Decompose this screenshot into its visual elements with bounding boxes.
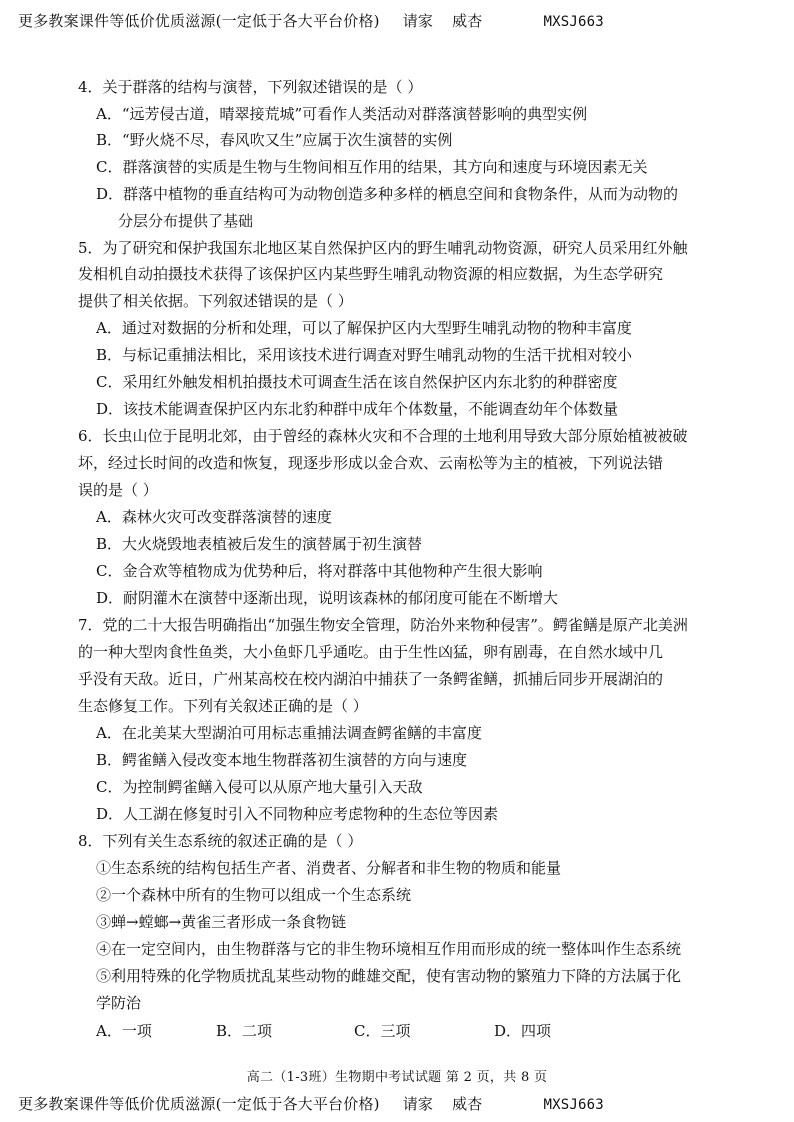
question-8-statement-1: ①生态系统的结构包括生产者、消费者、分解者和非生物的物质和能量 [96, 859, 562, 877]
question-8-option-b: B．二项 [216, 1022, 273, 1040]
question-6-option-b: B．大火烧毁地表植被后发生的演替属于初生演替 [96, 535, 423, 553]
question-8-statement-4: ④在一定空间内，由生物群落与它的非生物环境相互作用而形成的统一整体叫作生态系统 [96, 940, 682, 958]
banner-text: 更多教案课件等低价优质滋源(一定低于各大平台价格) [18, 12, 380, 30]
footer-banner [18, 1093, 604, 1114]
question-5-option-b: B．与标记重捕法相比，采用该技术进行调查对野生哺乳动物的生活干扰相对较小 [96, 346, 633, 364]
question-8-statement-2: ②一个森林中所有的生物可以组成一个生态系统 [96, 886, 412, 904]
question-6-option-c: C．金合欢等植物成为优势种后，将对群落中其他物种产生很大影响 [96, 562, 543, 580]
question-7-stem-2: 的一种大型肉食性鱼类，大小鱼虾几乎通吃。由于生性凶猛，卵有剧毒，在自然水域中几 [78, 643, 664, 661]
question-5-option-c: C．采用红外触发相机拍摄技术可调查生活在该自然保护区内东北豹的种群密度 [96, 373, 618, 391]
question-8-option-c: C．三项 [354, 1022, 411, 1040]
question-8-statement-3: ③蝉→螳螂→黄雀三者形成一条食物链 [96, 913, 347, 931]
banner-text-2: 请家 [402, 12, 434, 30]
question-7-stem-3: 乎没有天敌。近日，广州某高校在校内湖泊中捕获了一条鳄雀鳝，抓捕后同步开展湖泊的 [78, 670, 664, 688]
question-5-stem-2: 发相机自动拍摄技术获得了该保护区内某些野生哺乳动物资源的相应数据，为生态学研究 [78, 265, 664, 283]
question-6-stem-2: 坏，经过长时间的改造和恢复，现逐步形成以金合欢、云南松等为主的植被，下列说法错 [78, 454, 664, 472]
banner-text-3: 威杏 [452, 1095, 483, 1113]
question-4-option-b: B．“野火烧不尽，春风吹又生”应属于次生演替的实例 [96, 131, 453, 149]
question-6-option-d: D．耐阴灌木在演替中逐渐出现，说明该森林的郁闭度可能在不断增大 [96, 589, 559, 607]
question-7-stem-4: 生态修复工作。下列有关叙述正确的是（ ） [78, 697, 368, 715]
question-7-stem-1: 7．党的二十大报告明确指出“加强生物安全管理，防治外来物种侵害”。鳄雀鳝是原产北美洲 [78, 616, 688, 634]
question-5-option-a: A．通过对数据的分析和处理，可以了解保护区内大型野生哺乳动物的物种丰富度 [96, 319, 632, 337]
question-8-statement-5-cont: 学防治 [96, 994, 142, 1012]
question-7-option-a: A．在北美某大型湖泊可用标志重捕法调查鳄雀鳝的丰富度 [96, 724, 482, 742]
question-4-option-c: C．群落演替的实质是生物与生物间相互作用的结果，其方向和速度与环境因素无关 [96, 158, 648, 176]
question-4-option-d: D．群落中植物的垂直结构可为动物创造多种多样的栖息空间和食物条件，从而为动物的 [96, 185, 679, 203]
question-4-option-d-cont: 分层分布提供了基础 [118, 212, 254, 230]
banner-text-2: 请家 [402, 1095, 434, 1113]
banner-text-3: 威杏 [452, 12, 483, 30]
question-5-stem-1: 5．为了研究和保护我国东北地区某自然保护区内的野生哺乳动物资源，研究人员采用红外触 [78, 239, 688, 257]
banner-text: 更多教案课件等低价优质滋源(一定低于各大平台价格) [18, 1095, 380, 1113]
question-8-option-a: A．一项 [96, 1022, 152, 1040]
page-footer: 高二（1-3班）生物期中考试试题 第 2 页，共 8 页 [246, 1070, 548, 1085]
question-6-stem-1: 6．长虫山位于昆明北郊，由于曾经的森林火灾和不合理的土地利用导致大部分原始植被被破 [78, 427, 688, 445]
question-4-option-a: A．“远芳侵古道，晴翠接荒城”可看作人类活动对群落演替影响的典型实例 [96, 105, 588, 123]
question-8-options [96, 1021, 551, 1041]
question-7-option-b: B．鳄雀鳝入侵改变本地生物群落初生演替的方向与速度 [96, 751, 468, 769]
question-7-option-d: D．人工湖在修复时引入不同物种应考虑物种的生态位等因素 [96, 805, 499, 823]
banner-code: MXSJ663 [543, 14, 604, 30]
question-6-option-a: A．森林火灾可改变群落演替的速度 [96, 508, 332, 526]
question-7-option-c: C．为控制鳄雀鳝入侵可以从原产地大量引入天敌 [96, 778, 423, 796]
question-5-stem-3: 提供了相关依据。下列叙述错误的是（ ） [78, 292, 353, 310]
question-8-statement-5: ⑤利用特殊的化学物质扰乱某些动物的雌雄交配，使有害动物的繁殖力下降的方法属于化 [96, 967, 682, 985]
header-banner [18, 10, 604, 31]
banner-code: MXSJ663 [543, 1097, 604, 1113]
question-8-stem: 8．下列有关生态系统的叙述正确的是（ ） [78, 832, 363, 850]
question-4-stem: 4．关于群落的结构与演替，下列叙述错误的是（ ） [78, 78, 423, 96]
question-5-option-d: D．该技术能调查保护区内东北豹种群中成年个体数量，不能调查幼年个体数量 [96, 400, 619, 418]
question-6-stem-3: 误的是（ ） [78, 481, 158, 499]
question-8-option-d: D．四项 [494, 1022, 552, 1040]
